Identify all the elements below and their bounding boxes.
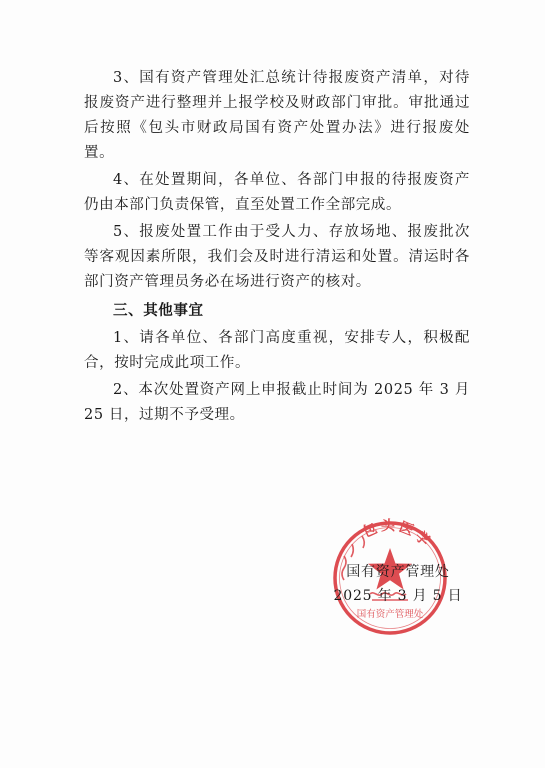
signature-block [318, 560, 478, 608]
issue-date: 2025 年 3 月 5 日 [333, 588, 463, 604]
issuing-office: 国有资产管理处 [346, 564, 450, 580]
paragraph-item-3: 3、国有资产管理处汇总统计待报废资产清单，对待报废资产进行整理并上报学校及财政部门审批。审批通过后按照《包头市财政局国有资产处置办法》进行报废处置。 [84, 70, 470, 161]
paragraph-item-5: 5、报废处置工作由于受人力、存放场地、报废批次等客观因素所限，我们会及时进行清运和处置。清运时各部门资产管理员务必在场进行资产的核对。 [84, 224, 470, 290]
svg-text:包头医学 [360, 518, 435, 552]
seal-bottom-text: 国有资产管理处 [356, 609, 424, 620]
document-body [84, 66, 470, 430]
other-item-1: 1、请各单位、各部门高度重视，安排专人，积极配合，按时完成此项工作。 [84, 330, 470, 371]
seal-outer-text: 包头医学 [360, 518, 435, 552]
other-item-2: 2、本次处置资产网上申报截止时间为 2025 年 3 月 25 日，过期不予受理。 [84, 382, 470, 423]
section-heading-other-matters: 三、其他事宜 [113, 303, 204, 319]
paragraph-item-4: 4、在处置期间，各单位、各部门申报的待报废资产仍由本部门负责保管，直至处置工作全部完成。 [84, 172, 470, 213]
